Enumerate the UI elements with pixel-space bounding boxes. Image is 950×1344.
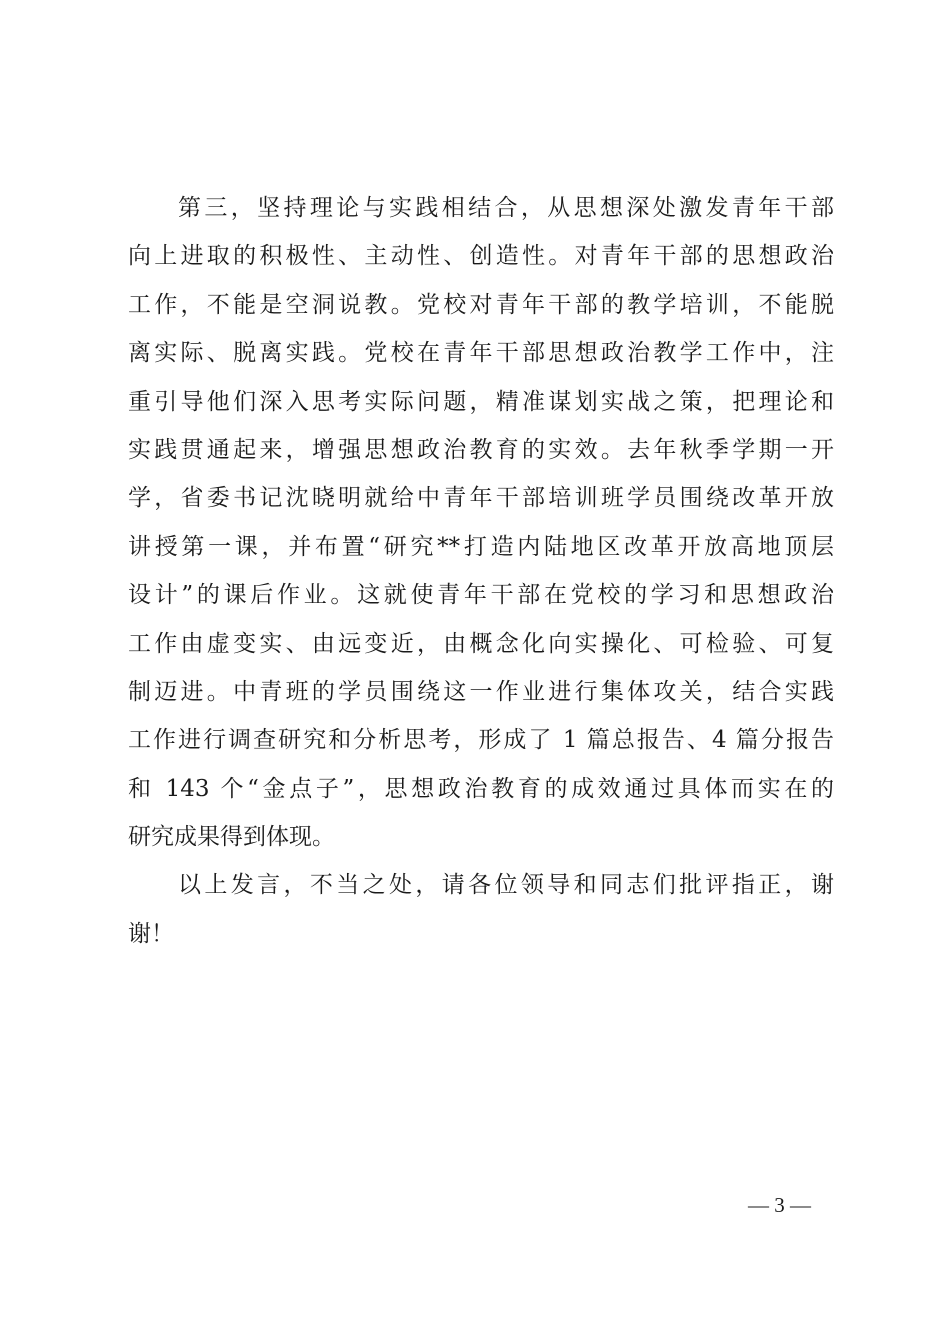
text-line: 向上进取的积极性、主动性、创造性。对青年干部的思想政治	[128, 243, 834, 270]
text-line: 制迈进。中青班的学员围绕这一作业进行集体攻关，结合实践	[128, 678, 834, 705]
text-line: 离实际、脱离实践。党校在青年干部思想政治教学工作中，注	[128, 340, 834, 367]
text-line: 工作，不能是空洞说教。党校对青年干部的教学培训，不能脱	[128, 291, 834, 318]
paragraph-closing	[128, 861, 834, 958]
text-line: 谢！	[128, 920, 174, 947]
document-body	[128, 184, 834, 958]
text-line: 以上发言，不当之处，请各位领导和同志们批评指正，谢	[178, 872, 834, 899]
text-line: 第三，坚持理论与实践相结合，从思想深处激发青年干部	[178, 195, 834, 221]
text-line: 工作进行调查研究和分析思考，形成了 1 篇总报告、4 篇分报告	[128, 727, 834, 754]
paragraph-practice	[128, 184, 834, 861]
text-line: 研究成果得到体现。	[128, 824, 335, 851]
text-line: 设计”的课后作业。这就使青年干部在党校的学习和思想政治	[128, 582, 834, 609]
page-number: — 3 —	[748, 1193, 811, 1217]
text-line: 学，省委书记沈晓明就给中青年干部培训班学员围绕改革开放	[128, 485, 834, 512]
text-line: 工作由虚变实、由远变近，由概念化向实操化、可检验、可复	[128, 630, 834, 657]
text-line: 讲授第一课，并布置“研究**打造内陆地区改革开放高地顶层	[128, 533, 834, 560]
text-line: 实践贯通起来，增强思想政治教育的实效。去年秋季学期一开	[128, 436, 834, 463]
text-line: 重引导他们深入思考实际问题，精准谋划实战之策，把理论和	[128, 388, 834, 415]
text-line: 和 143 个“金点子”，思想政治教育的成效通过具体而实在的	[128, 775, 834, 802]
